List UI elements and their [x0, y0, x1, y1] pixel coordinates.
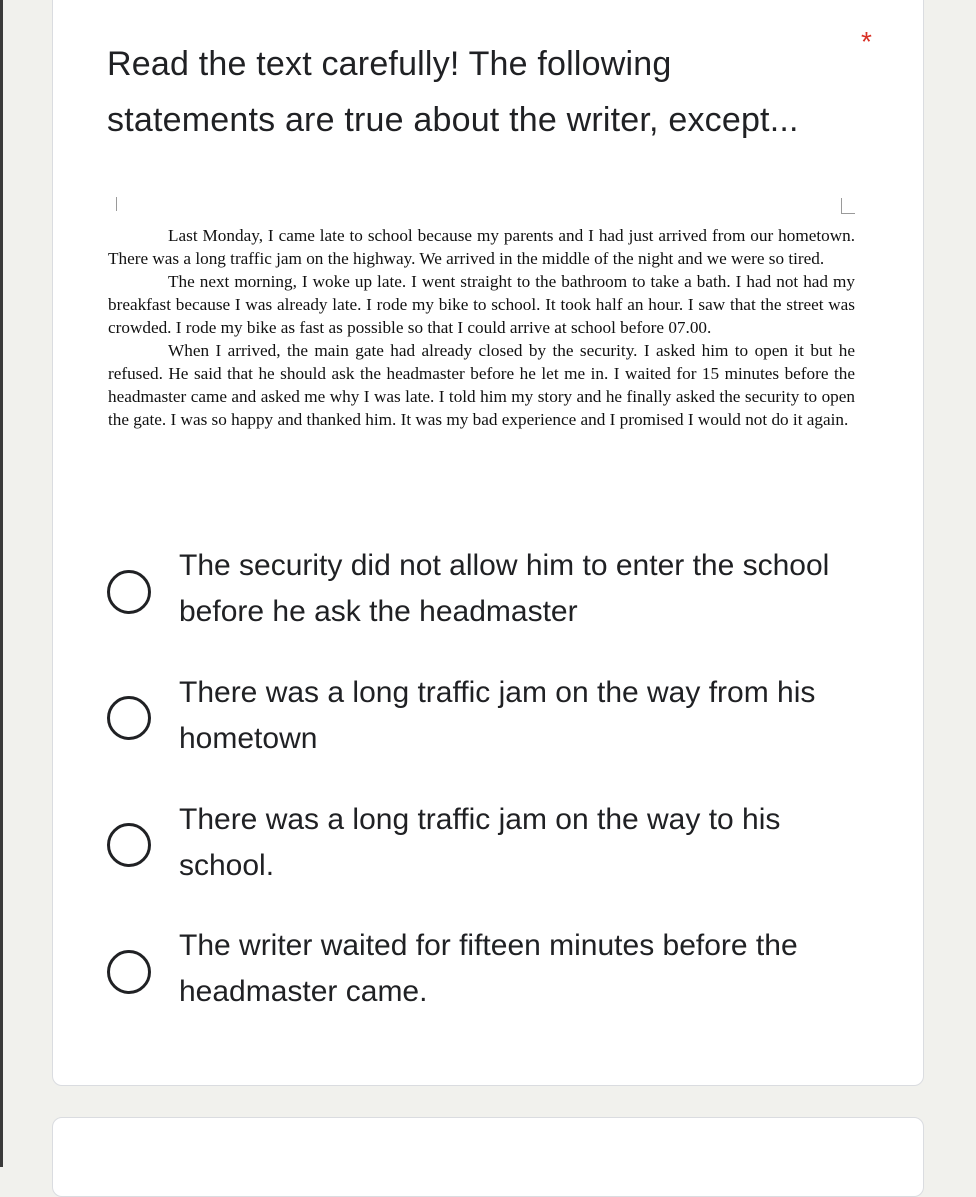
option-label-2[interactable]: There was a long traffic jam on the way from his hometown [179, 676, 816, 755]
option-label-4[interactable]: The writer waited for fifteen minutes before the headmaster came. [179, 929, 798, 1008]
required-asterisk: * [861, 26, 872, 57]
passage-paragraph-2: The next morning, I woke up late. I went straight to the bathroom to take a bath. I had not had my breakfast because I was already late. I rode my bike to school. It took half an hour. I saw that the street was crowded. I rode my bike as fast as possible so that I could arrive at school before 07.00. [108, 272, 855, 337]
radio-button-option-3[interactable] [107, 823, 151, 867]
answer-option-1[interactable] [104, 543, 864, 643]
radio-button-option-4[interactable] [107, 950, 151, 994]
window-edge [0, 0, 3, 1167]
passage-paragraph-3: When I arrived, the main gate had already closed by the security. I asked him to open it but he refused. He said that he should ask the headmaster before he let me in. I waited for 15 minutes before the headmaster came and asked me why I was late. I told him my story and he finally asked the security to open the gate. I was so happy and thanked him. It was my bad experience and I promised I would not do it again. [108, 341, 855, 429]
next-question-card [52, 1117, 924, 1197]
question-title: Read the text carefully! The following statements are true about the writer, except... [107, 45, 799, 139]
reading-passage-image [108, 224, 855, 431]
passage-paragraph-1: Last Monday, I came late to school because my parents and I had just arrived from our hometown. There was a long traffic jam on the highway. We arrived in the middle of the night and we were so tired. [108, 226, 855, 268]
option-label-3[interactable]: There was a long traffic jam on the way to his school. [179, 803, 781, 882]
image-crop-mark-right [841, 198, 855, 214]
radio-button-option-2[interactable] [107, 696, 151, 740]
answer-option-2[interactable] [104, 670, 864, 770]
answer-option-4[interactable] [104, 923, 864, 1023]
option-label-1[interactable]: The security did not allow him to enter the school before he ask the headmaster [179, 549, 830, 628]
answer-option-3[interactable] [104, 797, 864, 897]
image-crop-mark-left [116, 197, 117, 211]
radio-button-option-1[interactable] [107, 570, 151, 614]
